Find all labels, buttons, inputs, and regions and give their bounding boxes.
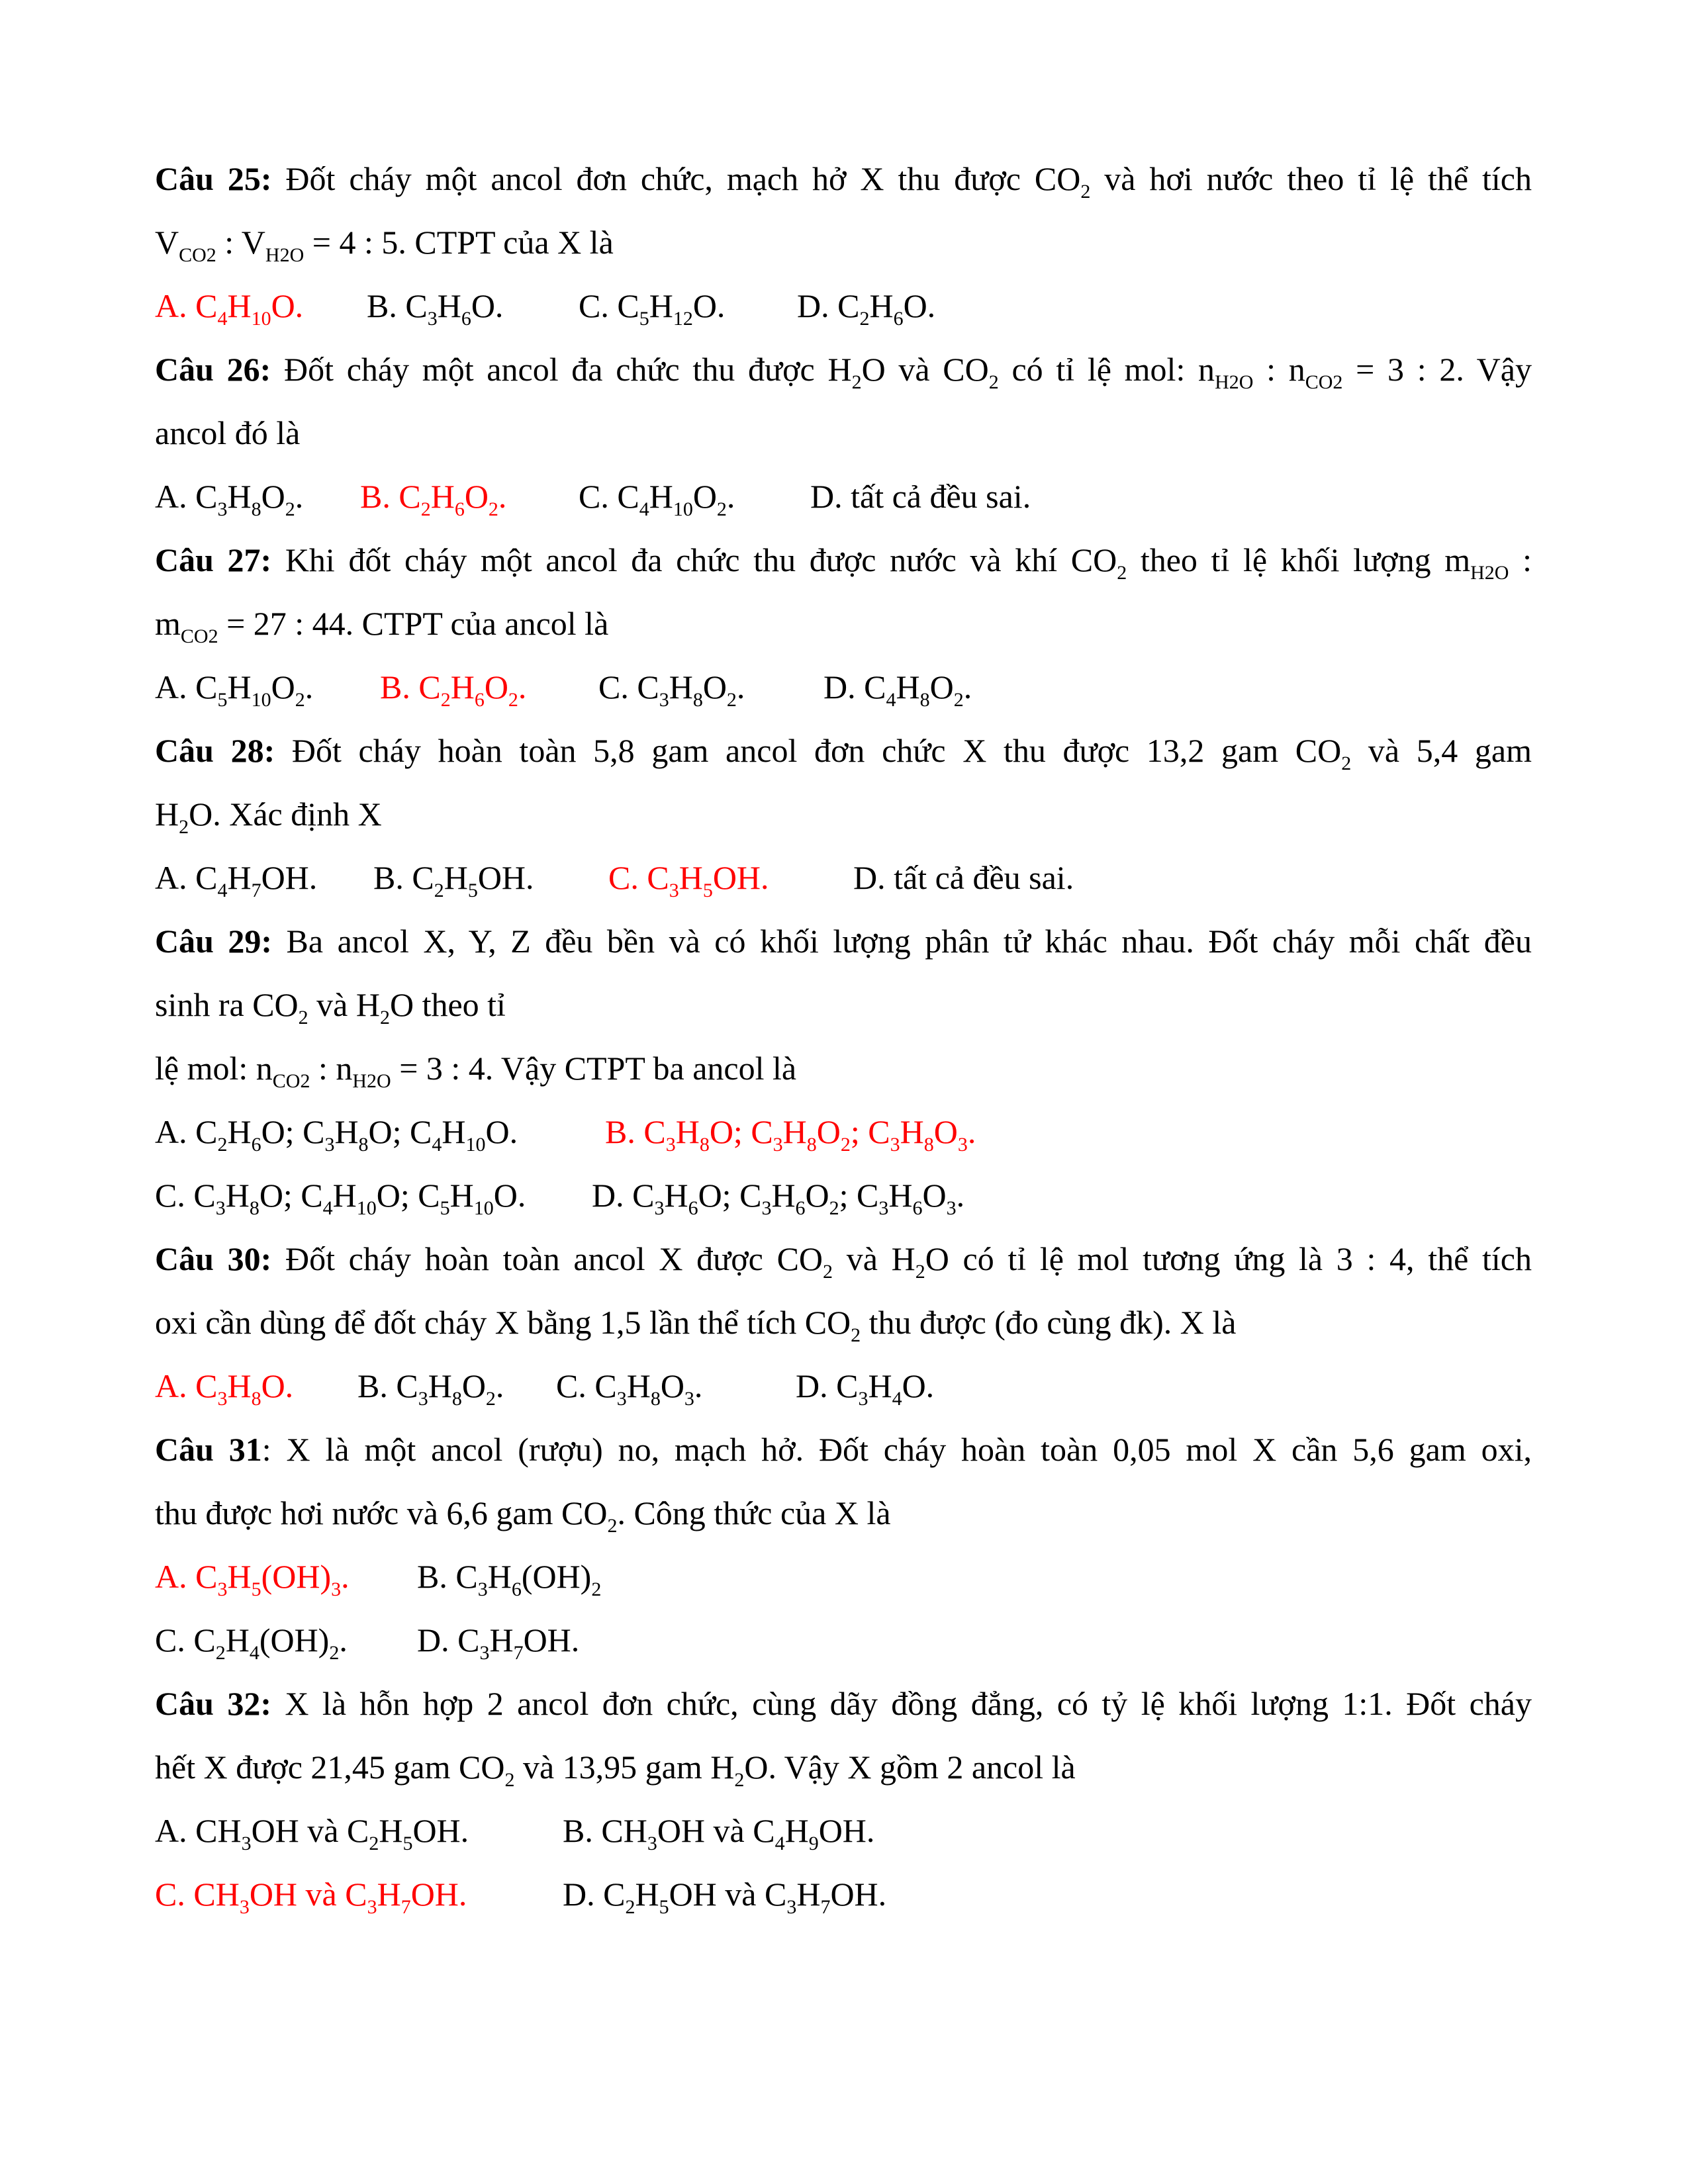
question-label: Câu 27: bbox=[155, 541, 272, 578]
option-b: B. $C_3H_8O$; $C_3H_8O_2$; $C_3H_8O_3$. bbox=[605, 1113, 976, 1156]
option-c: C. $C_3H_8O_2$. bbox=[598, 668, 745, 711]
question-text-line: $m_{CO2} = 27$ : 44. CTPT của ancol là bbox=[155, 605, 609, 647]
options-row bbox=[155, 465, 1532, 528]
question-label: Câu 29: bbox=[155, 923, 273, 960]
option-a: A. $CH_3OH$ và $C_2H_5OH$. bbox=[155, 1812, 469, 1854]
options-row bbox=[155, 655, 1532, 719]
options-row bbox=[155, 1545, 1532, 1608]
question-label: Câu 31 bbox=[155, 1431, 262, 1468]
question-text-line bbox=[155, 528, 1532, 592]
question-text-line: thu được hơi nước và 6,6 gam $CO_2$. Công thức của X là bbox=[155, 1494, 891, 1537]
question-25 bbox=[155, 147, 1532, 338]
question-text-line: hết X được 21,45 gam $CO_2$ và 13,95 gam $H_2O$. Vậy X gồm 2 ancol là bbox=[155, 1749, 1076, 1791]
option-a: A. $C_3H_8O$. bbox=[155, 1367, 294, 1410]
question-label: Câu 32: bbox=[155, 1685, 271, 1722]
question-text: Đốt cháy hoàn toàn ancol X được $CO_2$ và $H_2O$ có tỉ lệ mol tương ứng là 3 : 4, thể tích bbox=[285, 1240, 1532, 1283]
question-27 bbox=[155, 528, 1532, 719]
question-text-line: lệ mol: $n_{CO2}$ : $n_{H2O} = 3$ : 4. Vậy CTPT ba ancol là bbox=[155, 1050, 797, 1092]
question-text-line bbox=[155, 338, 1532, 401]
options-row bbox=[155, 1163, 1532, 1227]
option-b: B. $CH_3OH$ và $C_4H_9OH$. bbox=[563, 1812, 875, 1854]
question-text-line bbox=[155, 909, 1532, 973]
question-28 bbox=[155, 719, 1532, 909]
option-c: C. $C_2H_4(OH)_2$. bbox=[155, 1621, 348, 1664]
question-text-line: oxi cần dùng để đốt cháy X bằng 1,5 lần thể tích $CO_2$ thu được (đo cùng đk). X là bbox=[155, 1304, 1237, 1346]
options-row bbox=[155, 1862, 1532, 1926]
question-label: Câu 28: bbox=[155, 732, 275, 769]
question-text: Đốt cháy một ancol đơn chức, mạch hở X thu được $CO_2$ và hơi nước theo tỉ lệ thể tích bbox=[285, 160, 1532, 203]
option-b: B. $C_2H_6O_2$. bbox=[380, 668, 527, 711]
option-b: B. $C_3H_8O_2$. bbox=[357, 1367, 504, 1410]
question-label: Câu 25: bbox=[155, 160, 272, 197]
option-a: A. $C_4H_{10}O$. bbox=[155, 287, 304, 330]
option-d: D. $C_3H_7OH$. bbox=[417, 1621, 580, 1664]
options-row bbox=[155, 1799, 1532, 1862]
question-31 bbox=[155, 1418, 1532, 1672]
option-c: C. $CH_3OH$ và $C_3H_7OH$. bbox=[155, 1876, 467, 1918]
option-a: A. $C_5H_{10}O_2$. bbox=[155, 668, 314, 711]
question-text: Đốt cháy hoàn toàn 5,8 gam ancol đơn chức X thu được 13,2 gam $CO_2$ và 5,4 gam bbox=[291, 732, 1532, 774]
options-row bbox=[155, 846, 1532, 909]
option-a: A. $C_4H_7OH$. bbox=[155, 859, 318, 901]
question-text-line: ancol đó là bbox=[155, 414, 301, 451]
option-b: B. $C_3H_6O$. bbox=[367, 287, 504, 330]
question-text: Đốt cháy một ancol đa chức thu được $H_2O$ và $CO_2$ có tỉ lệ mol: $n_{H2O}$ : $n_{CO2} = 3$ : 2. Vậy bbox=[284, 351, 1532, 393]
option-b: B. $C_2H_6O_2$. bbox=[360, 478, 507, 520]
question-text-line: sinh ra $CO_2$ và $H_2O$ theo tỉ bbox=[155, 986, 506, 1028]
options-row bbox=[155, 1354, 1532, 1418]
option-d: D. $C_3H_6O$; $C_3H_6O_2$; $C_3H_6O_3$. bbox=[592, 1177, 965, 1219]
option-a: A. $C_3H_5(OH)_3$. bbox=[155, 1558, 350, 1600]
question-text-line bbox=[155, 1418, 1532, 1481]
question-text: Khi đốt cháy một ancol đa chức thu được nước và khí $CO_2$ theo tỉ lệ khối lượng $m_{H2O}$ : bbox=[285, 541, 1532, 584]
option-d: D. $C_3H_4O$. bbox=[796, 1367, 935, 1410]
question-label: Câu 30: bbox=[155, 1240, 272, 1277]
question-label: Câu 26: bbox=[155, 351, 271, 388]
option-c: C. $C_5H_{12}O$. bbox=[579, 287, 726, 330]
question-26 bbox=[155, 338, 1532, 528]
options-row bbox=[155, 1608, 1532, 1672]
question-text-line bbox=[155, 147, 1532, 210]
option-d: D. $C_4H_8O_2$. bbox=[823, 668, 972, 711]
options-row bbox=[155, 1100, 1532, 1163]
option-d: D. tất cả đều sai. bbox=[810, 478, 1031, 515]
option-b: B. $C_3H_6(OH)_2$ bbox=[417, 1558, 602, 1600]
question-text: : X là một ancol (rượu) no, mạch hở. Đốt cháy hoàn toàn 0,05 mol X cần 5,6 gam oxi, bbox=[261, 1431, 1532, 1468]
option-d: D. $C_2H_6O$. bbox=[797, 287, 936, 330]
option-c: C. $C_3H_8O$; $C_4H_{10}O$; $C_5H_{10}O$. bbox=[155, 1177, 526, 1219]
question-text-line bbox=[155, 719, 1532, 782]
question-30 bbox=[155, 1227, 1532, 1418]
question-29 bbox=[155, 909, 1532, 1227]
option-c: C. $C_4H_{10}O_2$. bbox=[579, 478, 735, 520]
question-text: X là hỗn hợp 2 ancol đơn chức, cùng dãy đồng đẳng, có tỷ lệ khối lượng 1:1. Đốt cháy bbox=[285, 1685, 1532, 1722]
option-a: A. $C_2H_6O$; $C_3H_8O$; $C_4H_{10}O$. bbox=[155, 1113, 518, 1156]
question-text: Ba ancol X, Y, Z đều bền và có khối lượng phân tử khác nhau. Đốt cháy mỗi chất đều bbox=[286, 923, 1532, 960]
options-row bbox=[155, 274, 1532, 338]
option-b: B. $C_2H_5OH$. bbox=[373, 859, 534, 901]
option-c: C. $C_3H_5OH$. bbox=[608, 859, 769, 901]
option-d: D. tất cả đều sai. bbox=[853, 859, 1074, 896]
question-text-line: $V_{CO2}$ : $V_{H2O} = 4$ : 5. CTPT của X là bbox=[155, 224, 614, 266]
question-text-line bbox=[155, 1227, 1532, 1291]
question-32 bbox=[155, 1672, 1532, 1926]
option-d: D. $C_2H_5OH$ và $C_3H_7OH$. bbox=[563, 1876, 887, 1918]
question-text-line bbox=[155, 1672, 1532, 1735]
option-c: C. $C_3H_8O_3$. bbox=[556, 1367, 703, 1410]
question-text-line: $H_2O$. Xác định X bbox=[155, 796, 382, 838]
option-a: A. $C_3H_8O_2$. bbox=[155, 478, 304, 520]
